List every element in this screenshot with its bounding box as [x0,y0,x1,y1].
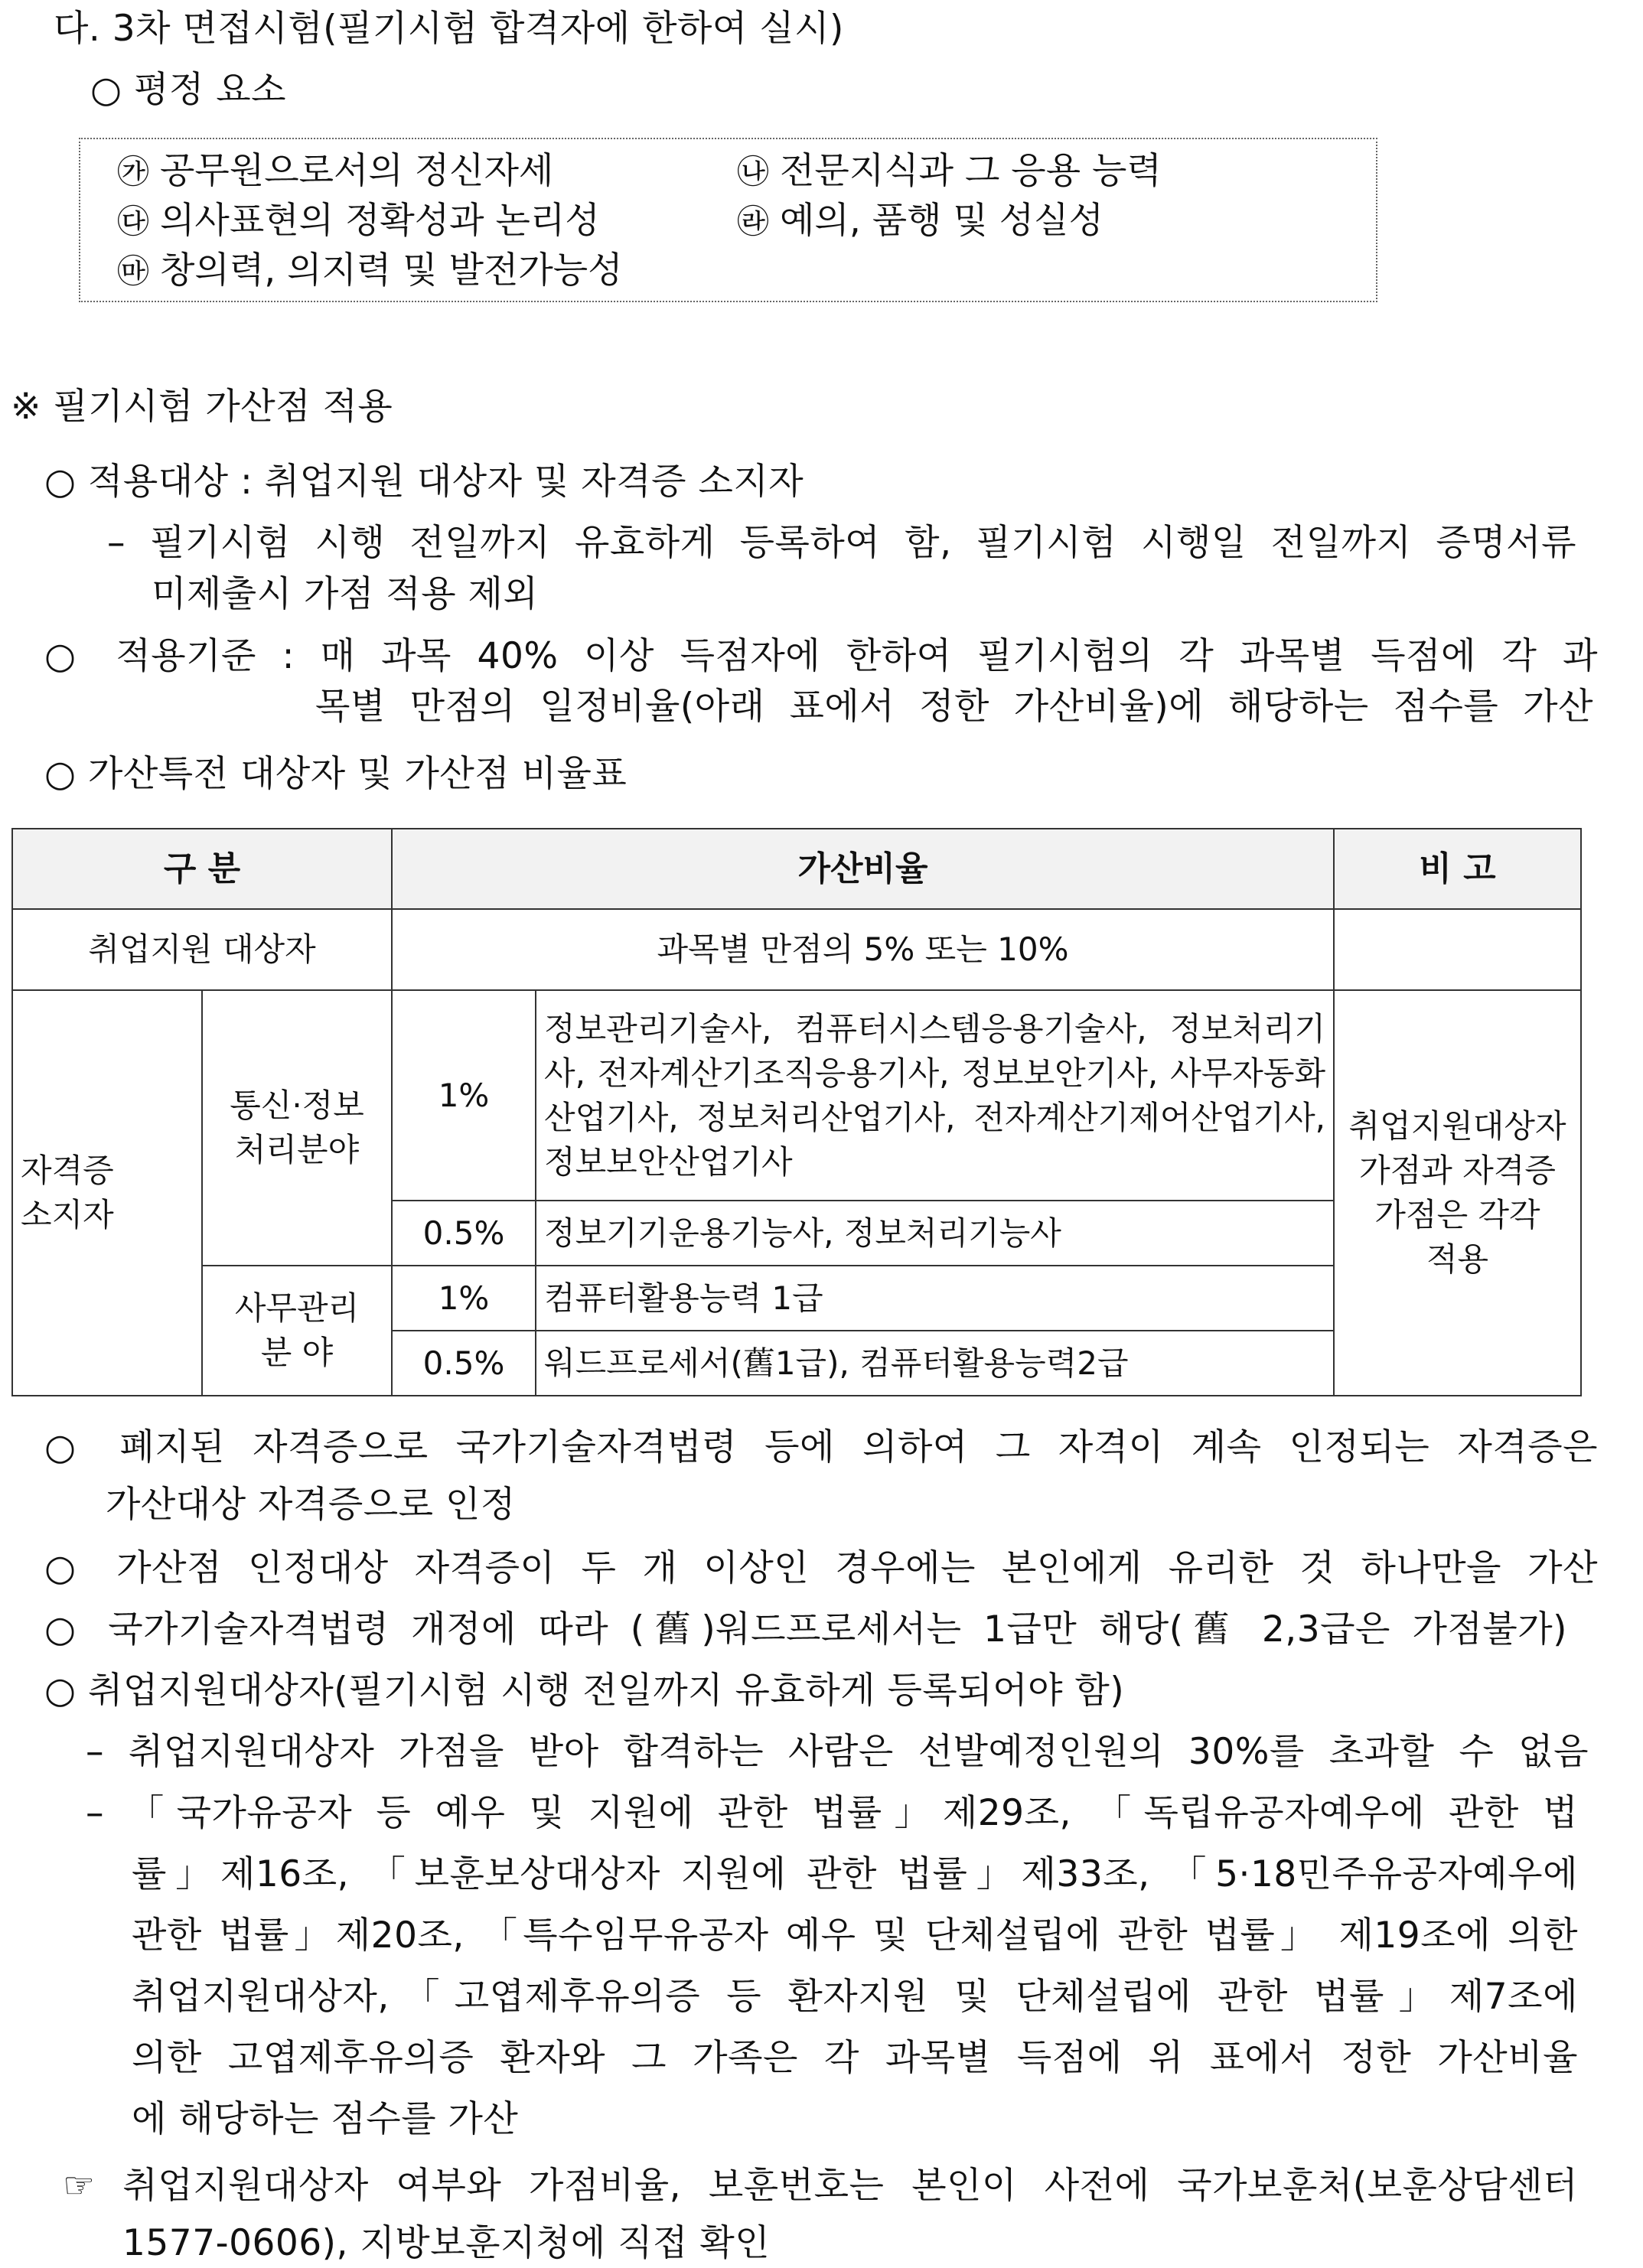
employment-rate: 과목별 만점의 5% 또는 10% [392,909,1334,990]
bonus-title: ※ 필기시험 가산점 적용 [11,386,393,428]
table-row [12,990,1581,1201]
note-line: – 「국가유공자 등 예우 및 지원에 관한 법률」제29조, 「독립유공자예우에 관한 법 [86,1792,1578,1834]
criteria-label: ○ 평정 요소 [90,69,286,111]
circled-na-icon: ㉯ [737,153,770,191]
rate-cell: 1% [392,990,536,1201]
note-line: ○ 폐지된 자격증으로 국가기술자격법령 등에 의하여 그 자격이 계속 인정되는 자격증은 [44,1426,1598,1468]
table-header-row [12,829,1581,909]
target-sub-line: 미제출시 가점 적용 제외 [152,573,539,615]
table-row [12,909,1581,990]
criteria-box [79,138,1377,302]
table-intro: ○ 가산특전 대상자 및 가산점 비율표 [44,753,628,795]
note-line: ○ 가산점 인정대상 자격증이 두 개 이상인 경우에는 본인에게 유리한 것 하나만을 가산 [44,1547,1598,1589]
note-line: ☞ 취업지원대상자 여부와 가점비율, 보훈번호는 본인이 사전에 국가보훈처(보훈상담센터 [63,2165,1578,2207]
target-line: ○ 적용대상 : 취업지원 대상자 및 자격증 소지자 [44,461,804,503]
cert-list-cell: 컴퓨터활용능력 1급 [536,1266,1334,1331]
note-line: 에 해당하는 점수를 가산 [132,2098,519,2140]
cert-list-cell: 워드프로세서(舊1급), 컴퓨터활용능력2급 [536,1331,1334,1396]
bonus-rate-table [11,828,1582,1396]
circled-da-icon: ㉰ [117,203,150,240]
rate-cell: 0.5% [392,1331,536,1396]
note-line: 취업지원대상자,「고엽제후유의증 등 환자지원 및 단체설립에 관한 법률」제7조에 [132,1976,1578,2018]
target-sub-line: – 필기시험 시행 전일까지 유효하게 등록하여 함, 필기시험 시행일 전일까지 증명서류 [107,522,1576,564]
header-category: 구 분 [12,829,392,909]
criterion-line: ○ 적용기준 : 매 과목 40% 이상 득점자에 한하여 필기시험의 각 과목별 득점에 각 과 [44,635,1598,677]
note-line: 률」제16조, 「보훈보상대상자 지원에 관한 법률」제33조, 「5·18민주유공자예우에 [132,1853,1578,1895]
cert-list-cell: 정보관리기술사, 컴퓨터시스템응용기술사, 정보처리기사, 전자계산기조직응용기사, 정보보안기사, 사무자동화산업기사, 정보처리산업기사, 전자계산기제어산업기사, 정보보안산업기사 [536,990,1334,1201]
cert-list-cell: 정보기기운용기능사, 정보처리기능사 [536,1201,1334,1266]
rate-cell: 1% [392,1266,536,1331]
circled-ga-icon: ㉮ [117,153,150,191]
note-line: ○ 취업지원대상자(필기시험 시행 전일까지 유효하게 등록되어야 함) [44,1670,1125,1712]
criterion-item: ㉱ 예의, 품행 및 성실성 [737,200,1103,242]
section-title: 다. 3차 면접시험(필기시험 합격자에 한하여 실시) [54,8,844,50]
header-rate: 가산비율 [392,829,1334,909]
note-line: 1577-0606), 지방보훈지청에 직접 확인 [122,2222,771,2264]
rate-cell: 0.5% [392,1201,536,1266]
note-line: 의한 고엽제후유의증 환자와 그 가족은 각 과목별 득점에 위 표에서 정한 가산비율 [132,2037,1578,2079]
employment-label: 취업지원 대상자 [12,909,392,990]
cert-holder-label: 자격증 소지자 [12,990,202,1396]
header-note: 비 고 [1334,829,1581,909]
criterion-item: ㉰ 의사표현의 정확성과 논리성 [117,200,600,242]
telecom-field-label: 통신·정보 처리분야 [202,990,392,1266]
employment-note [1334,909,1581,990]
criterion-item: ㉲ 창의력, 의지력 및 발전가능성 [117,249,623,292]
circled-ma-icon: ㉲ [117,253,150,290]
office-field-label: 사무관리 분 야 [202,1266,392,1396]
criterion-item: ㉮ 공무원으로서의 정신자세 [117,150,554,192]
note-line: 관한 법률」제20조, 「특수임무유공자 예우 및 단체설립에 관한 법률」 제19조에 의한 [132,1914,1578,1957]
note-cell: 취업지원대상자 가점과 자격증 가점은 각각 적용 [1334,990,1581,1396]
criterion-item: ㉯ 전문지식과 그 응용 능력 [737,150,1162,192]
criterion-line: 목별 만점의 일정비율(아래 표에서 정한 가산비율)에 해당하는 점수를 가산 [315,686,1593,728]
note-line: ○ 국가기술자격법령 개정에 따라 (舊)워드프로세서는 1급만 해당(舊 2,3급은 가점불가) [44,1608,1567,1650]
note-line: 가산대상 자격증으로 인정 [106,1484,516,1526]
note-line: – 취업지원대상자 가점을 받아 합격하는 사람은 선발예정인원의 30%를 초과할 수 없음 [86,1731,1589,1773]
circled-ra-icon: ㉱ [737,203,770,240]
